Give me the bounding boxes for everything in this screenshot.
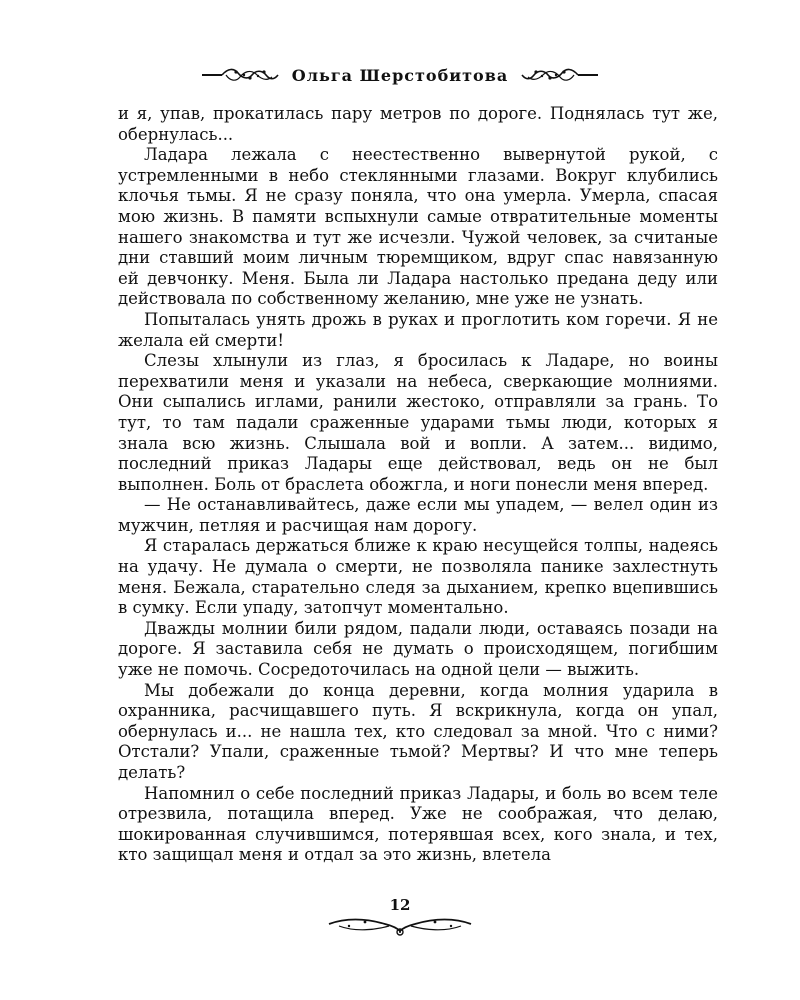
page-footer xyxy=(0,896,800,938)
running-header xyxy=(0,62,800,88)
floral-ornament-right-icon xyxy=(520,66,600,84)
paragraph: и я, упав, прокатилась пару метров по дороге. Поднялась тут же, обернулась... xyxy=(118,104,718,144)
paragraph: Слезы хлынули из глаз, я бросилась к Ладаре, но воины перехватили меня и указали на небеса, сверкающие молниями. Они сыпались иглами, ранили жестоко, отправляли за грань. То тут, то там падали сраженные ударами тьмы люди, которых я знала всю жизнь. Слышала вой и вопли. А затем... видимо, последний приказ Ладары еще действовал, ведь он не был выполнен. Боль от браслета обожгла, и ноги понесли меня вперед. xyxy=(118,351,718,494)
paragraph: Дважды молнии били рядом, падали люди, оставаясь позади на дороге. Я заставила себя не думать о происходящем, погибшим уже не помочь. Сосредоточилась на одной цели — выжить. xyxy=(118,618,718,680)
floral-ornament-left-icon xyxy=(200,66,280,84)
paragraph: Ладара лежала с неестественно вывернутой рукой, с устремленными в небо стеклянными глазами. Вокруг клубились клочья тьмы. Я не сразу поняла, что она умерла. Умерла, спасая мою жизнь. В памяти вспыхнули самые отвратительные моменты нашего знакомства и тут же исчезли. Чужой человек, за считаные дни ставший моим личным тюремщиком, вдруг спас навязанную ей девчонку. Меня. Была ли Ладара настолько предана деду или действовала по собственному желанию, мне уже не узнать. xyxy=(118,145,718,309)
body-text xyxy=(118,104,718,866)
paragraph: Мы добежали до конца деревни, когда молния ударила в охранника, расчищавшего путь. Я вскрикнула, когда он упал, обернулась и... не нашла тех, кто следовал за мной. Что с ними? Отстали? Упали, сраженные тьмой? Мертвы? И что мне теперь делать? xyxy=(118,680,718,782)
page-number: 12 xyxy=(389,896,411,914)
paragraph: Попыталась унять дрожь в руках и проглотить ком горечи. Я не желала ей смерти! xyxy=(118,309,718,350)
floral-ornament-icon xyxy=(325,916,475,938)
paragraph: Напомнил о себе последний приказ Ладары, и боль во всем теле отрезвила, потащила вперед. Уже не соображая, что делаю, шокированная случившимся, потерявшая всех, кого знала, и тех, кто защищал меня и отдал за это жизнь, влетела xyxy=(118,783,718,865)
paragraph: — Не останавливайтесь, даже если мы упадем, — велел один из мужчин, петляя и расчищая нам дорогу. xyxy=(118,495,718,535)
author-name: Ольга Шерстобитова xyxy=(291,65,509,85)
paragraph: Я старалась держаться ближе к краю несущейся толпы, надеясь на удачу. Не думала о смерти, не позволяла панике захлестнуть меня. Бежала, старательно следя за дыханием, крепко вцепившись в сумку. Если упаду, затопчут моментально. xyxy=(118,536,718,618)
